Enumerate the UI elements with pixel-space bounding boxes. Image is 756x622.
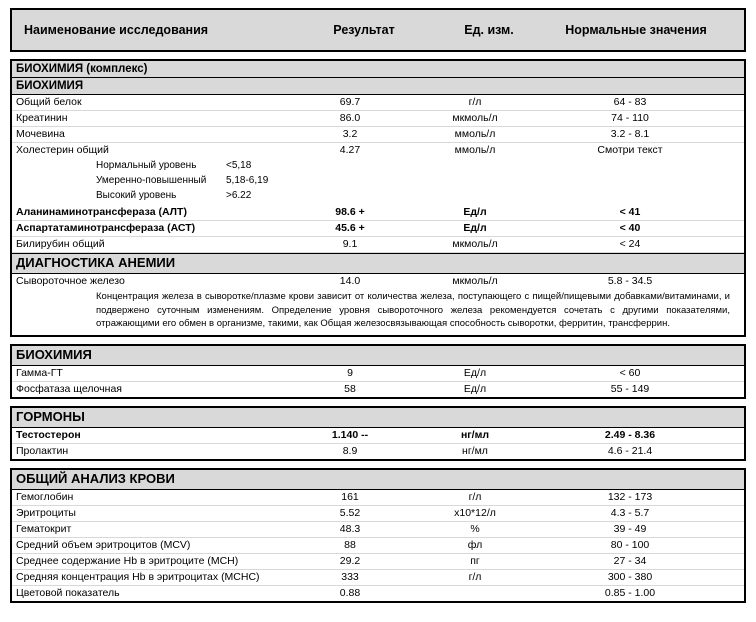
row-norm: 4.6 - 21.4 — [607, 444, 653, 457]
row-norm: Смотри текст — [597, 144, 663, 156]
row-result: 29.2 — [339, 554, 361, 567]
row-name: Аланинаминотрансфераза (АЛТ) — [16, 206, 187, 218]
section-band-biochemistry-2: БИОХИМИЯ — [12, 346, 744, 366]
row-units: Ед/л — [463, 366, 487, 379]
row-result: 86.0 — [339, 112, 361, 124]
table-row — [12, 538, 744, 554]
row-norm: 55 - 149 — [610, 382, 650, 395]
block-complete-blood-count — [10, 468, 746, 603]
row-name: Мочевина — [16, 128, 65, 140]
row-name: Цветовой показатель — [16, 586, 120, 599]
row-units: фл — [467, 538, 483, 551]
row-norm: 5.8 - 34.5 — [607, 275, 653, 287]
column-header-name: Наименование исследования — [24, 23, 209, 37]
table-row — [12, 554, 744, 570]
row-name: Холестерин общий — [16, 144, 109, 156]
row-result: 333 — [341, 570, 359, 583]
table-row — [12, 274, 744, 289]
row-result: 0.88 — [339, 586, 361, 599]
serum-iron-note: Концентрация железа в сыворотке/плазме крови зависит от количества железа, поступающего с пищей/пищевыми добавками/витаминами, и подвержено суточным изменениям. Определение уровня сывороточного железа рекомендуется сочетать с другими показателями, отражающими его обмен в организме, такими, как Общая железосвязывающая способность сыворотки, ферритин, трансферрин. — [96, 291, 730, 329]
block-hormones — [10, 406, 746, 461]
cholesterol-level-normal — [12, 158, 744, 173]
table-row — [12, 570, 744, 586]
table-row — [12, 205, 744, 221]
row-norm: 0.85 - 1.00 — [604, 586, 656, 599]
row-norm: 27 - 34 — [613, 554, 647, 567]
row-name: Эритроциты — [16, 506, 76, 519]
table-row — [12, 506, 744, 522]
row-name: Гематокрит — [16, 522, 72, 535]
sub-value: >6.22 — [226, 190, 252, 201]
row-result: 69.7 — [339, 96, 361, 108]
row-units: нг/мл — [460, 428, 490, 441]
section-band-biochemistry-complex: БИОХИМИЯ (комплекс) — [12, 61, 744, 78]
row-norm: 132 - 173 — [607, 490, 653, 503]
row-name: Средний объем эритроцитов (MCV) — [16, 538, 191, 551]
row-norm: < 40 — [619, 222, 641, 234]
row-units: х10*12/л — [454, 506, 496, 519]
cholesterol-level-moderate — [12, 173, 744, 188]
row-units: г/л — [468, 490, 482, 503]
table-row — [12, 237, 744, 253]
column-header-result: Результат — [333, 23, 395, 37]
table-row — [12, 221, 744, 237]
sub-label: Нормальный уровень — [96, 160, 197, 171]
row-name: Общий белок — [16, 96, 82, 108]
row-units: нг/мл — [462, 444, 488, 457]
row-result: 5.52 — [339, 506, 361, 519]
row-units: Ед/л — [463, 382, 487, 395]
row-name: Гамма-ГТ — [16, 366, 63, 379]
column-header-units: Ед. изм. — [464, 23, 514, 37]
table-row — [12, 428, 744, 444]
sub-label: Высокий уровень — [96, 190, 177, 201]
block-biochemistry-2 — [10, 344, 746, 399]
cholesterol-level-high — [12, 188, 744, 203]
row-norm: 3.2 - 8.1 — [610, 128, 650, 140]
row-norm: 4.3 - 5.7 — [610, 506, 650, 519]
table-row — [12, 366, 744, 382]
row-result: 88 — [344, 538, 356, 551]
section-band-anemia-diagnostics: ДИАГНОСТИКА АНЕМИИ — [12, 253, 744, 274]
row-result: 9.1 — [342, 238, 358, 250]
row-units: пг — [470, 554, 480, 567]
row-name: Тестостерон — [16, 428, 81, 441]
row-result: 14.0 — [339, 275, 361, 287]
row-units: Ед/л — [463, 206, 487, 218]
row-name: Среднее содержание Hb в эритроците (MCH) — [16, 554, 239, 567]
sub-label: Умеренно-повышенный — [96, 175, 207, 186]
row-norm: 2.49 - 8.36 — [604, 428, 656, 441]
row-name: Сывороточное железо — [16, 275, 125, 287]
table-row — [12, 95, 744, 111]
lab-report-page — [0, 8, 756, 622]
row-norm: < 24 — [619, 238, 641, 250]
sub-value: 5,18-6,19 — [226, 175, 269, 186]
row-units: ммоль/л — [454, 144, 496, 156]
section-band-hormones: ГОРМОНЫ — [12, 408, 744, 428]
row-norm: < 41 — [619, 206, 641, 218]
sub-value: <5,18 — [226, 160, 252, 171]
table-header — [10, 8, 746, 52]
table-row — [12, 111, 744, 127]
table-row — [12, 490, 744, 506]
row-units: % — [470, 522, 480, 535]
row-units: г/л — [468, 570, 482, 583]
table-row — [12, 586, 744, 601]
row-norm: 300 - 380 — [607, 570, 653, 583]
column-header-norms: Нормальные значения — [565, 23, 707, 37]
row-result: 45.6 + — [335, 222, 365, 234]
row-units: ммоль/л — [454, 128, 496, 140]
table-row — [12, 127, 744, 143]
row-name: Креатинин — [16, 112, 68, 124]
table-row — [12, 382, 744, 397]
section-band-biochemistry: БИОХИМИЯ — [12, 78, 744, 95]
table-row — [12, 143, 744, 158]
row-result: 161 — [341, 490, 359, 503]
row-units: мкмоль/л — [452, 112, 498, 124]
row-result: 48.3 — [339, 522, 361, 535]
row-units: мкмоль/л — [452, 275, 498, 287]
row-result: 98.6 + — [335, 206, 365, 218]
row-name: Средняя концентрация Hb в эритроцитах (MCHC) — [16, 570, 260, 583]
row-result: 9 — [347, 366, 353, 379]
row-norm: 74 - 110 — [611, 112, 649, 124]
row-name: Билирубин общий — [16, 238, 105, 250]
row-result: 4.27 — [339, 144, 361, 156]
row-name: Гемоглобин — [16, 490, 74, 503]
section-band-cbc: ОБЩИЙ АНАЛИЗ КРОВИ — [12, 470, 744, 490]
row-norm: 64 - 83 — [613, 96, 647, 108]
table-row — [12, 522, 744, 538]
row-norm: < 60 — [619, 366, 641, 379]
row-name: Пролактин — [16, 444, 69, 457]
row-units: Ед/л — [463, 222, 487, 234]
table-row — [12, 444, 744, 459]
row-result: 1.140 -- — [331, 428, 369, 441]
row-result: 8.9 — [342, 444, 358, 457]
row-name: Фосфатаза щелочная — [16, 382, 122, 395]
row-units: г/л — [468, 96, 482, 108]
row-norm: 39 - 49 — [613, 522, 647, 535]
row-result: 3.2 — [342, 128, 358, 140]
row-result: 58 — [344, 382, 356, 395]
block-biochemistry-complex — [10, 59, 746, 337]
row-units: мкмоль/л — [452, 238, 498, 250]
row-norm: 80 - 100 — [610, 538, 650, 551]
row-name: Аспартатаминотрансфераза (АСТ) — [16, 222, 196, 234]
